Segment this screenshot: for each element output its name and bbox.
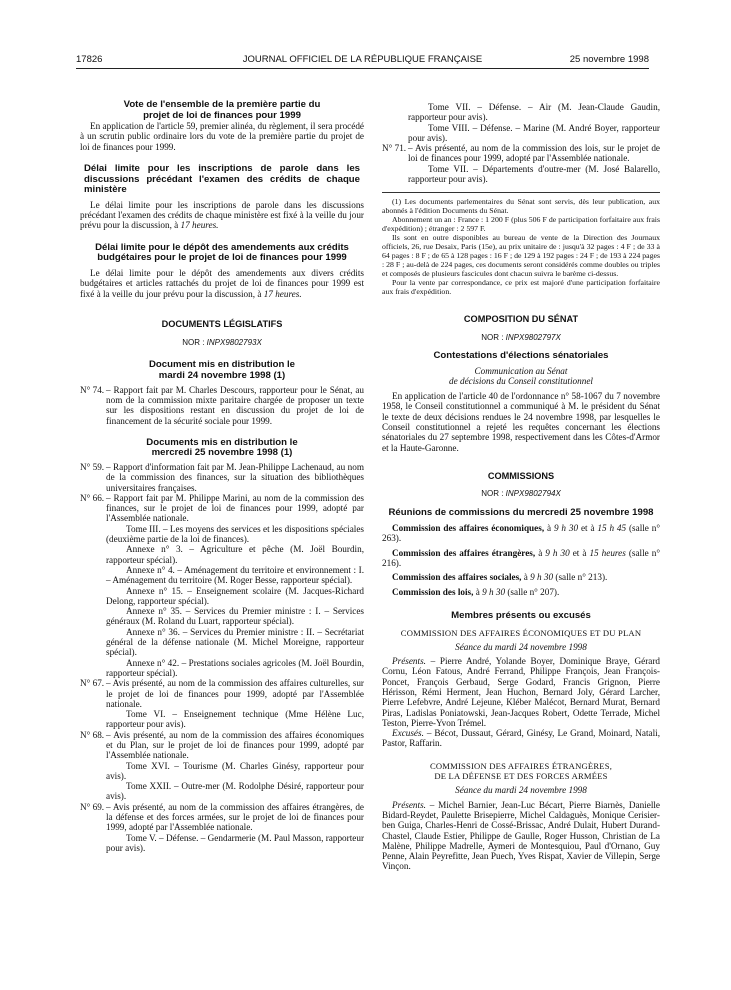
reunion-item: Commission des affaires économiques, à 9 h 30 et à 15 h 45 (salle n° 263). xyxy=(382,523,661,544)
doc-69-sub: Tome V. – Défense. – Gendarmerie (M. Paul Masson, rapporteur pour avis). xyxy=(106,832,364,853)
doc-59: N° 59. – Rapport d'information fait par M. Jean-Philippe Lachenaud, au nom de la commission des finances, sur la situation des bibliothèques universitaires françaises. xyxy=(80,461,364,493)
footnote: Abonnement un an : France : 1 200 F (plus 506 F de participation forfaitaire aux frais d'expédition) ; étranger : 2 597 F. xyxy=(382,215,660,234)
reunions-title: Réunions de commissions du mercredi 25 novembre 1998 xyxy=(388,506,654,518)
reunion-item: Commission des affaires étrangères, à 9 h 30 et à 15 heures (salle n° 216). xyxy=(382,547,661,569)
cae-presents: Présents. – Michel Barnier, Jean-Luc Bécart, Pierre Biarnès, Danielle Bidard-Reydet, Paulette Brisepierre, Michel Caldaguès, Monique Cerisier-ben Guiga, Charles-Henri de Cossé-Brissac, André Dulait, Hubert Durand-Chastel, Claude Estier, Philippe de Gaulle, Roger Husson, Christian de La Malène, Philippe Madrelle, Aymeri de Montesquiou, Paul d'Ornano, Guy Penne, Alain Peyrefitte, Jean Puech, Yves Rispat, Xavier de Villepin, Serge Vinçon. xyxy=(382,799,660,872)
docs-title: DOCUMENTS LÉGISLATIFS xyxy=(161,318,283,329)
footnote: (1) Les documents parlementaires du Sénat sont servis, dès leur publication, aux abonnés à l'édition Documents du Sénat. xyxy=(382,197,660,216)
page-number: 17826 xyxy=(76,54,103,65)
contest-title: Contestations d'élections sénatoriales xyxy=(433,349,609,361)
issue-date: 25 novembre 1998 xyxy=(569,54,649,65)
doc-74: N° 74. – Rapport fait par M. Charles Descours, rapporteur pour le Sénat, au nom de la commission mixte paritaire chargée de proposer un texte sur les dispositions restant en discussion du projet de loi de financement de la sécurité sociale pour 1999. xyxy=(80,384,364,426)
footnote: Ils sont en outre disponibles au bureau de vente de la Direction des Journaux officiels, 26, rue Desaix, Paris (15e), au prix unitaire de : jusqu'à 32 pages : 4 F ; de 33 à 64 pages : 8 F ; de 65 à 128 pages : 16 F ; de 129 à 192 pages : 24 F ; de 193 à 224 pages : 28 F ; au-delà de 224 pages, ces documents seront considérés comme doubles ou triples et composés de plusieurs fascicules dont chacun suivra le barème ci-dessus. xyxy=(382,233,660,279)
delai1-title: Délai limite pour les inscriptions de parole dans les discussions précédant l'examen des crédits de chaque ministère xyxy=(84,163,360,196)
cae-title1: COMMISSION DES AFFAIRES ÉTRANGÈRES, xyxy=(429,760,613,771)
contest-text: En application de l'article 40 de l'ordonnance n° 58-1067 du 7 novembre 1958, le Conseil constitutionnel a communiqué à M. le président du Sénat le texte de deux décisions rendues le 24 novembre 1998, par lesquelles le Conseil constitutionnel a rejeté les requêtes concernant les élections sénatoriales du 27 septembre 1998, respectivement dans les Côtes-d'Armor et la Haute-Garonne. xyxy=(382,391,660,453)
docs-nor: NOR : INPX9802793X xyxy=(182,338,262,348)
header-rule xyxy=(76,68,649,69)
page-header xyxy=(76,54,649,68)
ce-seance: Séance du mardi 24 novembre 1998 xyxy=(455,641,587,652)
ce-presents: Présents. – Pierre André, Yolande Boyer, Dominique Braye, Gérard Cornu, Léon Fatous, André Ferrand, Philippe François, Jean François-Poncet, François Gerbaud, Serge Godard, Francis Grignon, Pierre Hérisson, Rémi Herment, Jean Huchon, Bernard Joly, Gérard Larcher, Pierre Lefebvre, André Lejeune, Kléber Malécot, Bernard Murat, Bernard Piras, Ladislas Poniatowski, Jean-Jacques Robert, Odette Terrade, Michel Teston, Pierre-Yvon Trémel. xyxy=(382,656,660,728)
ce-title: COMMISSION DES AFFAIRES ÉCONOMIQUES ET DU PLAN xyxy=(400,627,642,638)
comm-nor: NOR : INPX9802794X xyxy=(481,489,561,499)
vote-title: Vote de l'ensemble de la première partie du projet de loi de finances pour 1999 xyxy=(123,99,321,121)
doc-71-sub: Tome VII. – Départements d'outre-mer (M. José Balarello, rapporteur pour avis). xyxy=(408,163,660,185)
ce-excuses: Excusés. – Bécot, Dussaut, Gérard, Ginésy, Le Grand, Moinard, Natali, Pastor, Raffarin. xyxy=(382,728,660,749)
cae-title2: DE LA DÉFENSE ET DES FORCES ARMÉES xyxy=(434,771,608,782)
doc-68-sub: Tome XVI. – Tourisme (M. Charles Ginésy, rapporteur pour avis). xyxy=(106,760,364,781)
journal-title: JOURNAL OFFICIEL DE LA RÉPUBLIQUE FRANÇAISE xyxy=(242,54,483,65)
doc-69-cont: Tome VII. – Défense. – Air (M. Jean-Claude Gaudin, rapporteur pour avis). xyxy=(408,102,660,123)
doc-69: N° 69. – Avis présenté, au nom de la commission des affaires étrangères, de la défense et des forces armées, sur le projet de loi de finances pour 1999, adopté par l'Assemblée nationale. xyxy=(80,801,364,833)
compo-title: COMPOSITION DU SÉNAT xyxy=(463,314,579,325)
doc-66-sub: Annexe n° 15. – Enseignement scolaire (M. Jacques-Richard Delong, rapporteur spécial). xyxy=(106,585,364,606)
left-column xyxy=(80,100,364,853)
doc-66-sub: Annexe n° 3. – Agriculture et pêche (M. Joël Bourdin, rapporteur spécial). xyxy=(106,544,364,565)
compo-nor: NOR : INPX9802797X xyxy=(481,332,561,342)
delai2-title: Délai limite pour le dépôt des amendements aux crédits budgétaires pour le projet de loi de finances pour 1999 xyxy=(95,241,349,264)
contest-sub2: de décisions du Conseil constitutionnel xyxy=(449,375,593,386)
doc-66: N° 66. – Rapport fait par M. Philippe Marini, au nom de la commission des finances, sur le projet de loi de finances pour 1999, adopté par l'Assemblée nationale. xyxy=(80,492,364,524)
doc-66-sub: Tome III. – Les moyens des services et les dispositions spéciales (deuxième partie de la loi de finances). xyxy=(106,523,364,545)
delai1-text: Le délai limite pour les inscriptions de parole dans les discussions précédant l'examen des crédits de chaque ministère est fixé à la veille du jour prévu pour la discussion, à 17 heures. xyxy=(80,199,364,231)
doc-67-sub: Tome VI. – Enseignement technique (Mme Hélène Luc, rapporteur pour avis). xyxy=(106,709,364,730)
doc-66-sub: Annexe n° 35. – Services du Premier ministre : I. – Services généraux (M. Roland du Luart, rapporteur spécial). xyxy=(106,606,364,627)
comm-title: COMMISSIONS xyxy=(487,470,555,481)
reunion-item: Commission des lois, à 9 h 30 (salle n° 207). xyxy=(392,586,560,597)
doc-71: N° 71. – Avis présenté, au nom de la commission des lois, sur le projet de loi de finances pour 1999, adopté par l'Assemblée nationale. xyxy=(382,143,660,164)
doc-68-sub: Tome XXII. – Outre-mer (M. Rodolphe Désiré, rapporteur pour avis). xyxy=(106,781,364,802)
doc-68: N° 68. – Avis présenté, au nom de la commission des affaires économiques et du Plan, sur le projet de loi de finances pour 1999, adopté par l'Assemblée nationale. xyxy=(80,729,364,761)
doc-67: N° 67. – Avis présenté, au nom de la commission des affaires culturelles, sur le projet de loi de finances pour 1999, adopté par l'Assemblée nationale. xyxy=(80,678,364,709)
doc-69-cont: Tome VIII. – Défense. – Marine (M. André Boyer, rapporteur pour avis). xyxy=(408,122,660,143)
contest-sub1: Communication au Sénat xyxy=(474,365,568,376)
delai2-text: Le délai limite pour le dépôt des amendements aux divers crédits budgétaires et articles rattachés du projet de loi de finances pour 1999 est fixé à la veille du jour prévu pour la discussion, à 17 heures. xyxy=(80,267,364,299)
membres-title: Membres présents ou excusés xyxy=(451,609,591,621)
dist2-title: Documents mis en distribution le mercredi 25 novembre 1998 (1) xyxy=(146,436,298,459)
footnotes xyxy=(382,192,660,296)
reunion-item: Commission des affaires sociales, à 9 h 30 (salle n° 213). xyxy=(392,572,608,583)
dist1-title: Document mis en distribution le mardi 24 novembre 1998 (1) xyxy=(148,359,296,382)
doc-66-sub: Annexe n° 4. – Aménagement du territoire et environnement : I. – Aménagement du territoire (M. Roger Besse, rapporteur spécial). xyxy=(106,564,364,586)
footnote: Pour la vente par correspondance, ce prix est majoré d'une participation forfaitaire aux frais d'expédition. xyxy=(382,278,660,297)
vote-text: En application de l'article 59, premier alinéa, du règlement, il sera procédé à un scrutin public ordinaire lors du vote de la première partie du projet de loi de finances pour 1999. xyxy=(80,121,364,152)
doc-66-sub: Annexe n° 36. – Services du Premier ministre : II. – Secrétariat général de la défense nationale (M. Michel Moreigne, rapporteur spécial). xyxy=(106,626,364,658)
right-column xyxy=(382,102,660,872)
cae-seance: Séance du mardi 24 novembre 1998 xyxy=(455,785,587,796)
doc-66-sub: Annexe n° 42. – Prestations sociales agricoles (M. Joël Bourdin, rapporteur spécial). xyxy=(106,657,364,678)
